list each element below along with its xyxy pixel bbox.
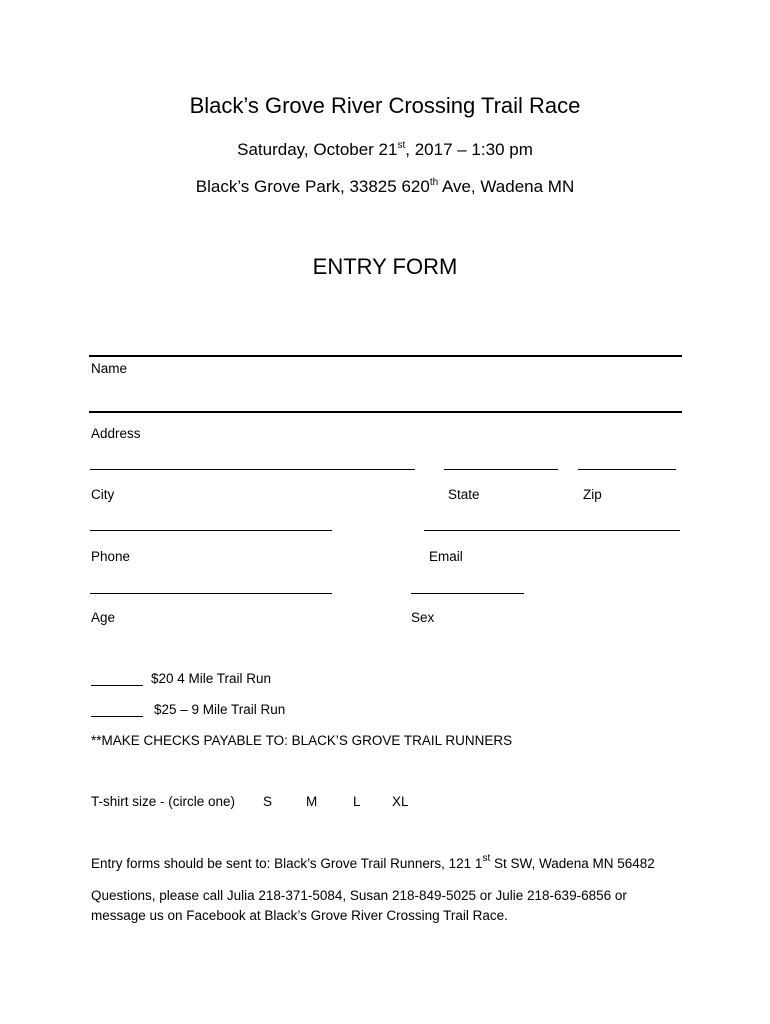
form-title: ENTRY FORM	[312, 254, 458, 279]
tshirt-label: T-shirt size - (circle one)	[91, 794, 236, 809]
mailing-ordinal: st	[482, 853, 491, 864]
race-option	[91, 671, 271, 686]
name-label: Name	[91, 361, 128, 376]
city-label: City	[91, 487, 115, 502]
zip-line[interactable]	[578, 469, 676, 470]
tshirt-size-option[interactable]: L	[353, 794, 361, 809]
phone-line[interactable]	[90, 530, 332, 531]
sex-line[interactable]	[411, 593, 524, 594]
age-label: Age	[91, 610, 116, 625]
race-location-ordinal: th	[429, 177, 439, 188]
race-title: Black’s Grove River Crossing Trail Race	[189, 93, 581, 118]
race-date-time: , 2017 – 1:30 pm	[405, 140, 533, 159]
tshirt-size-option[interactable]: XL	[392, 794, 409, 809]
address-label: Address	[91, 426, 141, 441]
race-date-text: Saturday, October 21	[237, 140, 398, 159]
tshirt-size-option[interactable]: S	[263, 794, 273, 809]
email-label: Email	[429, 549, 463, 564]
tshirt-size-option[interactable]: M	[306, 794, 318, 809]
age-line[interactable]	[90, 593, 332, 594]
race-date	[0, 140, 770, 160]
questions-line-2: message us on Facebook at Black’s Grove River Crossing Trail Race.	[91, 908, 508, 923]
race-option-label: $20 4 Mile Trail Run	[151, 671, 272, 686]
mailing-city: St SW, Wadena MN 56482	[490, 856, 655, 871]
race-option-blank[interactable]	[91, 703, 143, 717]
mailing-text: Entry forms should be sent to: Black’s Grove Trail Runners, 121 1	[91, 856, 483, 871]
questions-line-1: Questions, please call Julia 218-371-5084, Susan 218-849-5025 or Julie 218-639-6856 or	[91, 888, 627, 903]
race-location	[0, 177, 770, 197]
payable-note: **MAKE CHECKS PAYABLE TO: BLACK’S GROVE TRAIL RUNNERS	[91, 733, 513, 748]
city-line[interactable]	[90, 469, 415, 470]
race-location-text: Black’s Grove Park, 33825 620	[195, 177, 430, 196]
race-option	[91, 702, 285, 717]
state-label: State	[448, 487, 480, 502]
sex-label: Sex	[411, 610, 435, 625]
phone-label: Phone	[91, 549, 131, 564]
name-line[interactable]	[89, 411, 682, 413]
state-line[interactable]	[444, 469, 558, 470]
race-option-label: $25 – 9 Mile Trail Run	[154, 702, 286, 717]
name-top-rule	[89, 355, 682, 357]
zip-label: Zip	[583, 487, 602, 502]
race-date-ordinal: st	[397, 140, 406, 151]
race-location-city: Ave, Wadena MN	[438, 177, 575, 196]
race-option-blank[interactable]	[91, 672, 143, 686]
email-line[interactable]	[424, 530, 680, 531]
mailing-instructions	[91, 853, 655, 871]
